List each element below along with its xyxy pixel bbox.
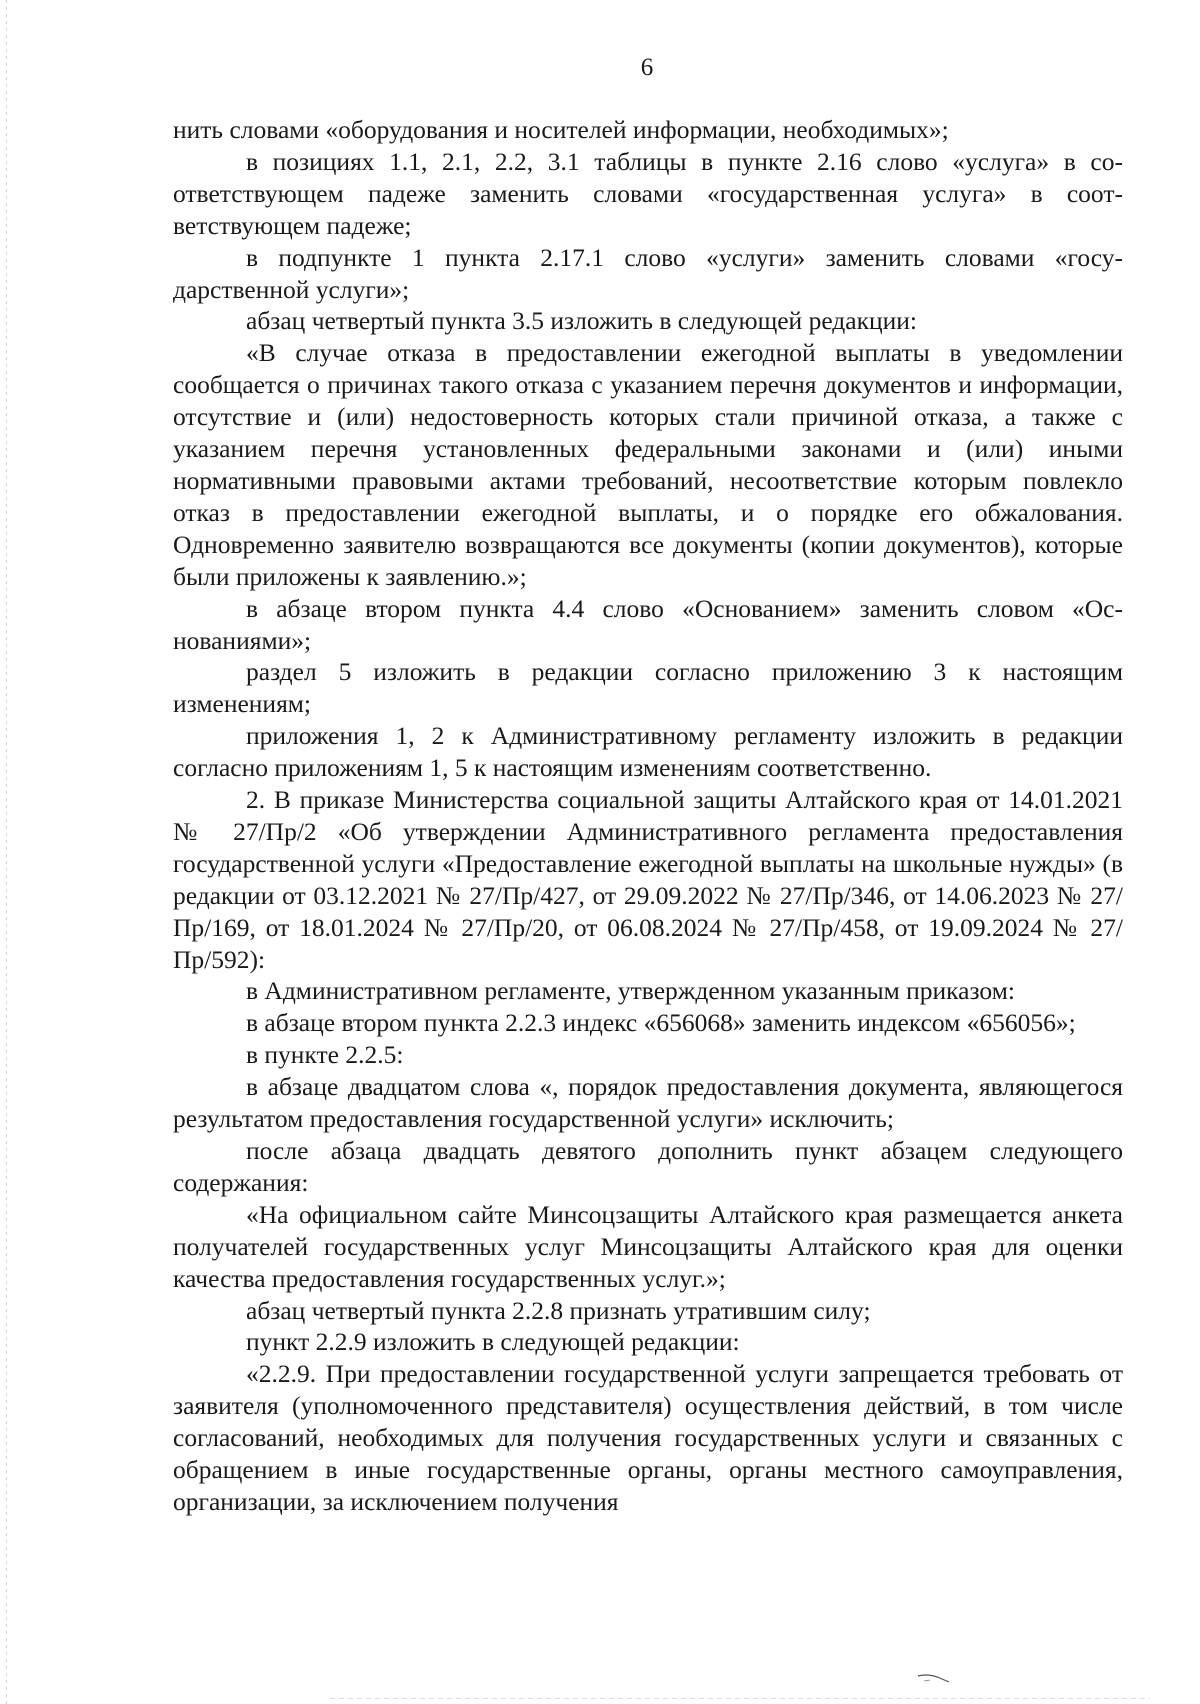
paragraph: в позициях 1.1, 2.1, 2.2, 3.1 таблицы в пункте 2.16 слово «услуга» в соответствующем падеже заменить словами «государственная услуга» в соответствующем падеже;: [173, 146, 1123, 240]
scan-artifact-mark: [916, 1672, 952, 1684]
paragraph: в абзаце двадцатом слова «, порядок предоставления документа, являющегося результатом предоставления государственной услуги» исключить;: [173, 1072, 1123, 1134]
paragraph: в пункте 2.2.5:: [246, 1040, 404, 1070]
paragraph: в Административном регламенте, утвержденном указанным приказом:: [246, 976, 1015, 1006]
scan-bottom-edge: [330, 1698, 1150, 1699]
paragraph: раздел 5 изложить в редакции согласно приложению 3 к настоящим изменениям;: [173, 657, 1123, 719]
paragraph-quote: «2.2.9. При предоставлении государственной услуги запрещается требовать от заявителя (уполномоченного представителя) осуществления действий, в том числе согласований, необходимых для получения государственных услуги и связанных с обращением в иные государственные органы, органы местного самоуправления, организации, за исключением получения: [173, 1359, 1123, 1516]
paragraph: приложения 1, 2 к Административному регламенту изложить в редакции согласно приложениям 1, 5 к настоящим изменениям соответственно.: [173, 721, 1123, 783]
paragraph: в абзаце втором пункта 4.4 слово «Основанием» заменить словом «Основаниями»;: [173, 593, 1123, 655]
document-body: [173, 114, 1123, 1518]
paragraph: в подпункте 1 пункта 2.17.1 слово «услуги» заменить словами «государственной услуги»;: [173, 242, 1123, 304]
paragraph: абзац четвертый пункта 2.2.8 признать утратившим силу;: [246, 1295, 871, 1325]
paragraph: абзац четвертый пункта 3.5 изложить в следующей редакции:: [246, 306, 918, 336]
paragraph: после абзаца двадцать девятого дополнить пункт абзацем следующего содержания:: [173, 1136, 1123, 1197]
page-number: 6: [640, 54, 654, 81]
paragraph-quote: «На официальном сайте Минсоцзащиты Алтайского края размещается анкета получателей государственных услуг Минсоцзащиты Алтайского края для оценки качества предоставления государственных услуг.»;: [173, 1199, 1123, 1293]
paragraph: в абзаце втором пункта 2.2.3 индекс «656068» заменить индексом «656056»;: [246, 1008, 1076, 1038]
paragraph-item-2: 2. В приказе Министерства социальной защиты Алтайского края от 14.01.2021 № 27/Пр/2 «Об утверждении Административного регламента предоставления государственной услуги «Предоставление ежегодной выплаты на школьные нужды» (в редакции от 03.12.2021 № 27/Пр/427, от 29.09.2022 № 27/Пр/346, от 14.06.2023 № 27/Пр/169, от 18.01.2024 № 27/Пр/20, от 06.08.2024 № 27/Пр/458, от 19.09.2024 № 27/Пр/592):: [173, 785, 1123, 974]
scan-left-edge: [6, 0, 7, 1704]
paragraph-quote: «В случае отказа в предоставлении ежегодной выплаты в уведомлении сообщается о причинах такого отказа с указанием перечня документов и информации, отсутствие и (или) недостоверность которых стали причиной отказа, а также с указанием перечня установленных федеральными законами и (или) иными нормативными правовыми актами требований, несоответствие которым повлекло отказ в предоставлении ежегодной выплаты, и о порядке его обжалования. Одновременно заявителю возвращаются все документы (копии документов), которые были приложены к заявлению.»;: [173, 338, 1123, 591]
paragraph: пункт 2.2.9 изложить в следующей редакции:: [246, 1327, 740, 1357]
paragraph-continuation: нить словами «оборудования и носителей информации, необходимых»;: [173, 115, 949, 144]
